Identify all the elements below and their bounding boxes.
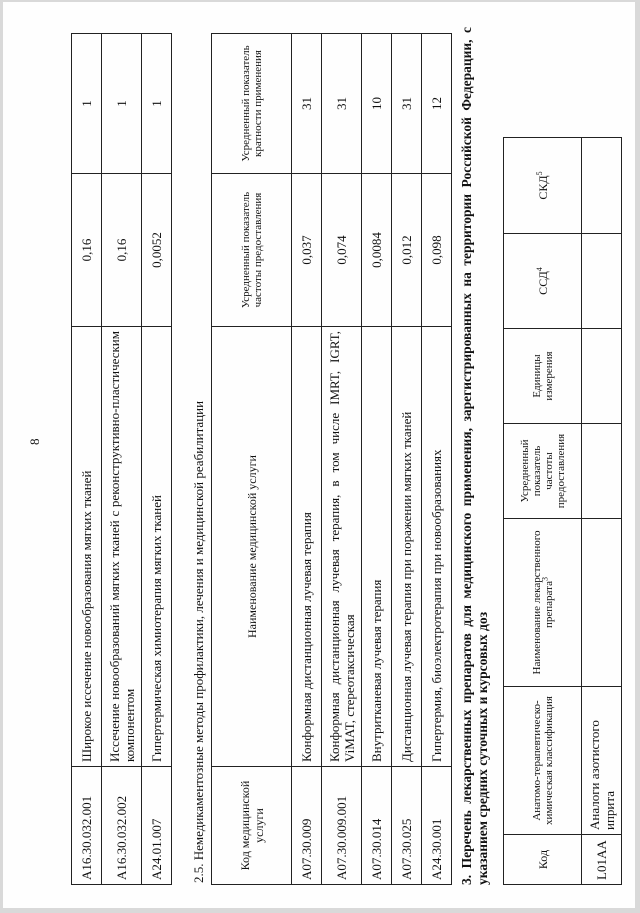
frequency-value: 0,0084	[362, 174, 392, 327]
frequency-value: 0,098	[422, 174, 452, 327]
header-code: Код	[504, 835, 582, 885]
table-row	[72, 34, 102, 885]
service-code: A16.30.032.001	[72, 767, 102, 885]
table-header-row	[504, 138, 582, 885]
service-code: A24.30.001	[422, 767, 452, 885]
section-2-5-title: 2.5. Немедикаментозные методы профилактики, лечения и медицинской реабилитации	[191, 400, 206, 883]
drug-code: L01AA	[582, 835, 622, 885]
header-unit: Единицы измерения	[504, 329, 582, 424]
header-frequency: Усредненный показатель частоты предоставления	[504, 424, 582, 519]
header-frequency: Усредненный показатель частоты предоставления	[212, 174, 292, 327]
nonmedication-methods-table	[211, 33, 452, 885]
frequency-value: 0,074	[322, 174, 362, 327]
service-name: Дистанционная лучевая терапия при поражении мягких тканей	[392, 327, 422, 767]
multiplicity-value: 31	[392, 34, 422, 174]
header-skd: СКД$^5$	[504, 138, 582, 234]
services-table-continued	[71, 33, 172, 885]
drug-ssd	[582, 234, 622, 329]
service-name: Гипертермическая химиотерапия мягких тканей	[142, 327, 172, 767]
table-row	[362, 34, 392, 885]
service-name: Широкое иссечение новообразования мягких тканей	[72, 327, 102, 767]
drug-unit	[582, 329, 622, 424]
footnote-4: 4	[534, 267, 544, 272]
table-row	[322, 34, 362, 885]
table-row	[392, 34, 422, 885]
drug-frequency	[582, 424, 622, 519]
header-drug-name: Наименование лекарственного препарата$^3$	[504, 519, 582, 687]
frequency-value: 0,16	[102, 174, 142, 327]
service-name: Конформная дистанционная лучевая терапия, в том числе IMRT, IGRT, ViMAT, стереотаксическая	[322, 327, 362, 767]
drug-name	[582, 519, 622, 687]
service-name: Гипертермия, биоэлектротерапия при новообразованиях	[422, 327, 452, 767]
frequency-value: 0,0052	[142, 174, 172, 327]
table-row	[422, 34, 452, 885]
rotated-page-content	[19, 5, 619, 885]
service-code: A07.30.009	[292, 767, 322, 885]
service-code: A07.30.009.001	[322, 767, 362, 885]
table-row	[102, 34, 142, 885]
multiplicity-value: 31	[292, 34, 322, 174]
footnote-3: 3	[539, 577, 549, 582]
service-name: Конформная дистанционная лучевая терапия	[292, 327, 322, 767]
frequency-value: 0,16	[72, 174, 102, 327]
service-name: Внутритканевая лучевая терапия	[362, 327, 392, 767]
header-atc: Анатомо-терапевтическо-химическая классификация	[504, 687, 582, 835]
service-code: A24.01.007	[142, 767, 172, 885]
multiplicity-value: 31	[322, 34, 362, 174]
document-page	[3, 2, 635, 908]
drug-atc: Аналоги азотистого иприта	[582, 687, 622, 835]
service-code: A16.30.032.002	[102, 767, 142, 885]
header-ssd: ССД$^4$	[504, 234, 582, 329]
drug-skd	[582, 138, 622, 234]
table-row	[292, 34, 322, 885]
section-3-title: 3. Перечень лекарственных препаратов для медицинского применения, зарегистрированных на территории Российской Федерации, с указанием средних суточных и курсовых доз	[459, 27, 490, 885]
footnote-5: 5	[534, 171, 544, 176]
header-service-code: Код медицинской услуги	[212, 767, 292, 885]
multiplicity-value: 1	[72, 34, 102, 174]
service-name: Иссечение новообразований мягких тканей с реконструктивно-пластическим компонентом	[102, 327, 142, 767]
table-row	[142, 34, 172, 885]
multiplicity-value: 1	[102, 34, 142, 174]
multiplicity-value: 10	[362, 34, 392, 174]
header-multiplicity: Усредненный показатель кратности применения	[212, 34, 292, 174]
header-service-name: Наименование медицинской услуги	[212, 327, 292, 767]
service-code: A07.30.014	[362, 767, 392, 885]
frequency-value: 0,037	[292, 174, 322, 327]
multiplicity-value: 12	[422, 34, 452, 174]
service-code: A07.30.025	[392, 767, 422, 885]
table-row	[582, 138, 622, 885]
table-header-row	[212, 34, 292, 885]
multiplicity-value: 1	[142, 34, 172, 174]
frequency-value: 0,012	[392, 174, 422, 327]
page-number: 8	[27, 438, 42, 445]
drugs-table	[503, 137, 622, 885]
